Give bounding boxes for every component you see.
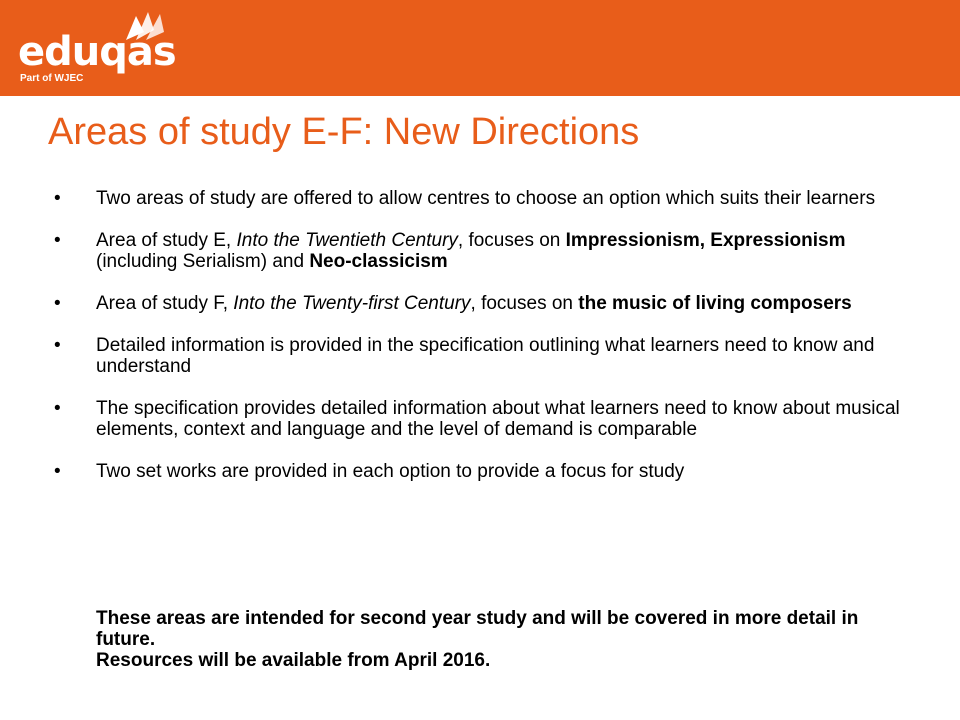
logo-wordmark: eduqas — [18, 29, 176, 75]
bullet-list — [48, 188, 908, 482]
bullet-text: (including Serialism) and — [96, 251, 310, 272]
bullet-dot: • — [54, 188, 61, 209]
bullet-text: , focuses on — [470, 293, 579, 314]
bullet-dot: • — [54, 461, 61, 482]
bullet-dot: • — [54, 293, 61, 314]
eduqas-logo — [18, 10, 176, 90]
bullet-item — [48, 188, 908, 209]
bullet-dot: • — [54, 398, 61, 419]
bullet-text: Into the Twentieth Century — [236, 230, 458, 251]
bullet-item — [48, 335, 908, 377]
bullet-dot: • — [54, 230, 61, 251]
bullet-text: Two areas of study are offered to allow centres to choose an option which suits their learners — [96, 188, 876, 209]
bullet-text: Detailed information is provided in the specification outlining what learners need to know and understand — [96, 335, 875, 377]
bullet-item — [48, 293, 908, 314]
bullet-text: The specification provides detailed information about what learners need to know about musical elements, context and language and the level of demand is comparable — [96, 398, 900, 440]
bullet-text: , focuses on — [457, 230, 566, 251]
bullet-text: Two set works are provided in each option to provide a focus for study — [96, 461, 685, 482]
bullet-item — [48, 461, 908, 482]
header-banner — [0, 0, 960, 96]
logo-tagline: Part of WJEC — [20, 73, 84, 84]
note-line: These areas are intended for second year study and will be covered in more detail in future. — [96, 608, 859, 650]
bullet-text: Area of study E, — [96, 230, 237, 251]
bullet-item — [48, 230, 908, 272]
bullet-text: Into the Twenty-first Century — [233, 293, 471, 314]
bullet-text: Area of study F, — [96, 293, 234, 314]
bullet-dot: • — [54, 335, 61, 356]
bullet-text: Neo-classicism — [309, 251, 448, 272]
bullet-text: Impressionism, Expressionism — [565, 230, 846, 251]
slide-title: Areas of study E-F: New Directions — [48, 111, 640, 153]
bullet-text: the music of living composers — [578, 293, 852, 314]
note-line: Resources will be available from April 2016. — [96, 650, 491, 671]
closing-note — [96, 608, 916, 671]
bullet-item — [48, 398, 908, 440]
